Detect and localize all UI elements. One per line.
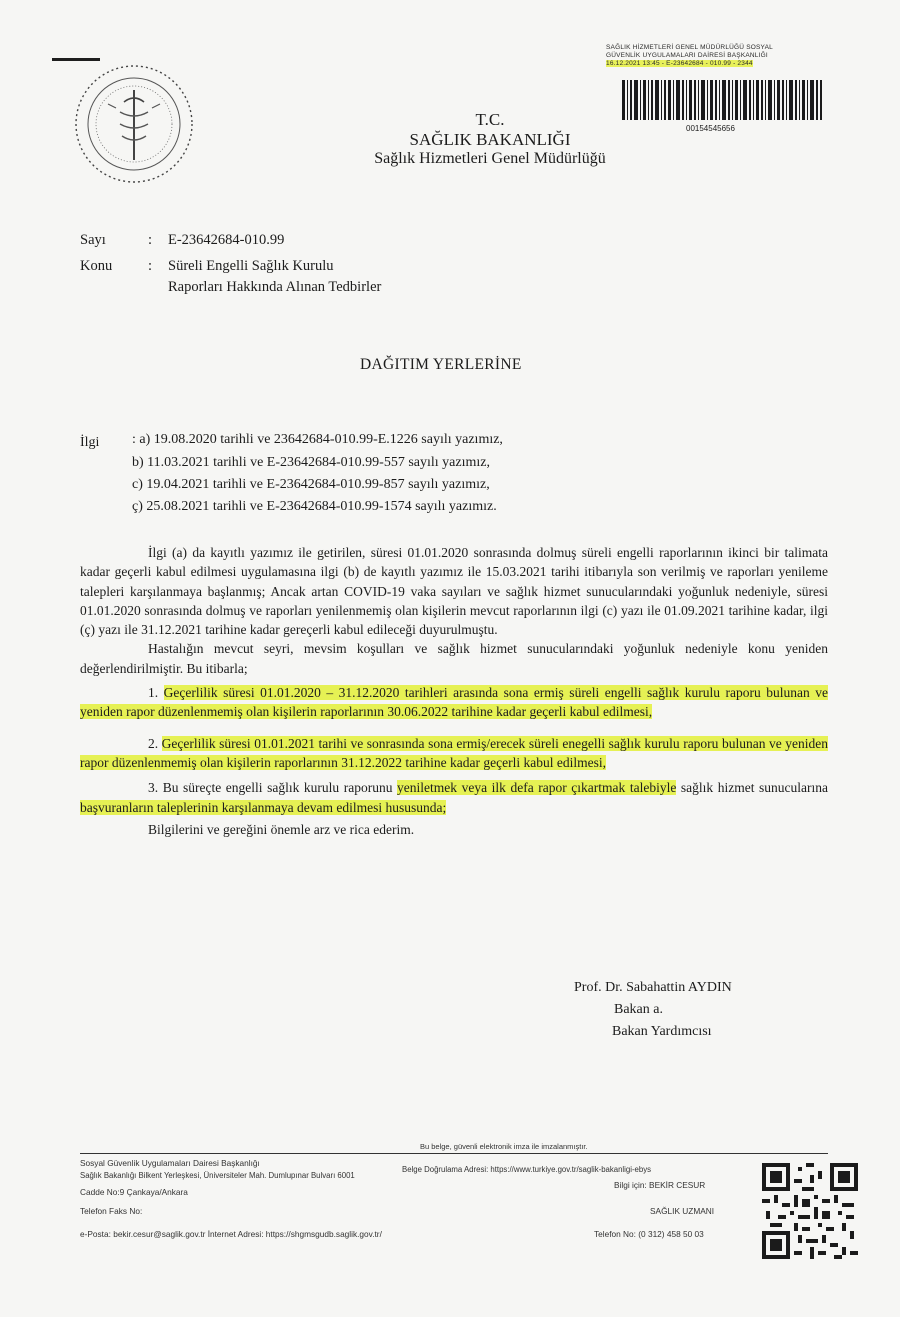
item-1-number: 1.	[148, 685, 159, 701]
barcode-number: 00154545656	[686, 124, 735, 133]
signatory-role-1: Bakan a.	[614, 1002, 663, 1017]
letter-body	[80, 543, 828, 839]
registry-stamp	[606, 44, 846, 69]
ilgi-item-c-cedilla: ç) 25.08.2021 tarihli ve E-23642684-010.99-1574 sayılı yazımız.	[132, 499, 497, 514]
footer-telefon-faks: Telefon Faks No:	[80, 1206, 143, 1216]
header-directorate: Sağlık Hizmetleri Genel Müdürlüğü	[374, 150, 606, 167]
header-tc: T.C.	[475, 110, 505, 129]
header-ministry: SAĞLIK BAKANLIĞI	[409, 130, 571, 149]
sayi-value: E-23642684-010.99	[168, 232, 285, 248]
footer-unit: Sosyal Güvenlik Uygulamaları Dairesi Başkanlığı	[80, 1158, 260, 1168]
item-3-part-a: 3. Bu süreçte engelli sağlık kurulu raporunu	[148, 780, 398, 796]
item-3	[80, 778, 828, 817]
footer-esign-notice: Bu belge, güvenli elektronik imza ile imzalanmıştır.	[420, 1142, 588, 1151]
item-1	[80, 683, 828, 722]
item-1-text: Geçerlilik süresi 01.01.2020 – 31.12.2020 tarihleri arasında sona ermiş süreli engelli sağlık kurulu raporu bulunan ve yeniden rapor düzenlenmemiş olan kişilerin raporlarının 30.06.2022 tarihine kadar geçerli kabul edilmesi,	[80, 685, 829, 720]
footer-divider	[80, 1153, 828, 1154]
ilgi-item-b: b) 11.03.2021 tarihli ve E-23642684-010.99-557 sayılı yazımız,	[132, 455, 490, 470]
konu-label: Konu	[80, 258, 113, 274]
sayi-colon: :	[148, 232, 153, 248]
footer-contact-phone: Telefon No: (0 312) 458 50 03	[594, 1229, 704, 1239]
item-3-part-b: yeniletmek veya ilk defa rapor çıkartmak talebiyle	[397, 780, 677, 796]
qr-code	[762, 1163, 858, 1259]
footer-contact-title: SAĞLIK UZMANI	[650, 1206, 715, 1216]
konu-line-1: Süreli Engelli Sağlık Kurulu	[168, 258, 334, 274]
konu-line-2: Raporları Hakkında Alınan Tedbirler	[168, 279, 382, 295]
item-2-number: 2.	[148, 735, 159, 751]
paragraph-1: İlgi (a) da kayıtlı yazımız ile getirilen, süresi 01.01.2020 sonrasında dolmuş süreli engelli raporlarının ikinci bir talimata kadar geçerli kabul edilmesi uygulamasına ilgi (b) de kayıtlı yazımız ile 15.03.2021 tarihi itibarıyla son verilmiş ve raporları yenileme talepleri karşılanmaya başlanmış; Ancak artan COVID-19 vaka sayıları ve sağlık hizmet sunucularındaki yoğunluk nedeniyle, süresi 01.01.2020 sonrasında dolmuş ve raporları yenilenmemiş olan kişilerin mevcut raporlarının ilgi (c) yazı ile 01.09.2021 tarihine kadar, ilgi (ç) yazı ile 31.12.2021 tarihine kadar gereçerli kabul edileceği duyurulmuştu.	[80, 545, 828, 638]
sayi-label: Sayı	[80, 232, 106, 248]
ilgi-item-a: : a) 19.08.2020 tarihli ve 23642684-010.99-E.1226 sayılı yazımız,	[132, 432, 503, 447]
footer-address: Sağlık Bakanlığı Bilkent Yerleşkesi, Üniversiteler Mah. Dumlupınar Bulvarı 6001	[80, 1171, 355, 1180]
stamp-line-1: SAĞLIK HİZMETLERİ GENEL MÜDÜRLÜĞÜ SOSYAL	[606, 44, 773, 51]
ministry-seal-logo	[72, 62, 196, 186]
pen-mark	[52, 58, 100, 61]
footer-cadde: Cadde No:9 Çankaya/Ankara	[80, 1187, 188, 1197]
paragraph-closing: Bilgilerini ve gereğini önemle arz ve rica ederim.	[148, 821, 415, 837]
stamp-line-3: 16.12.2021 13:45 - E-23642684 - 010.99 - 2344	[606, 60, 753, 68]
item-2	[80, 734, 828, 773]
footer-email-web: e-Posta: bekir.cesur@saglik.gov.tr İnternet Adresi: https://shgmsgudb.saglik.gov.tr/	[80, 1229, 382, 1239]
item-3-part-d: başvuranların taleplerinin karşılanmaya devam edilmesi hususunda;	[80, 799, 447, 815]
footer-verify-url: Belge Doğrulama Adresi: https://www.turkiye.gov.tr/saglik-bakanligi-ebys	[402, 1165, 652, 1174]
stamp-line-2: GÜVENLİK UYGULAMALARI DAİRESİ BAŞKANLIĞI	[606, 52, 768, 60]
item-3-part-c: sağlık hizmet sunucularına	[676, 780, 828, 796]
ilgi-item-c: c) 19.04.2021 tarihli ve E-23642684-010.99-857 sayılı yazımız,	[132, 477, 490, 492]
item-2-text: Geçerlilik süresi 01.01.2021 tarihi ve sonrasında sona ermiş/erecek süreli enegelli sağlık kurulu raporu bulunan ve yeniden rapor düzenlenmemiş olan kişilerin raporlarının 31.12.2022 tarihine kadar geçerli kabul edilmesi,	[80, 735, 829, 770]
paragraph-2: Hastalığın mevcut seyri, mevsim koşulları ve sağlık hizmet sunucularındaki yoğunluk nedeniyle konu yeniden değerlendirilmiştir. Bu itibarla;	[80, 641, 828, 676]
ilgi-label: İlgi	[80, 435, 100, 450]
konu-colon: :	[148, 258, 153, 274]
signatory-role-2: Bakan Yardımcısı	[612, 1024, 712, 1039]
footer-contact-name: Bilgi için: BEKİR CESUR	[614, 1180, 706, 1190]
barcode	[622, 80, 822, 120]
recipient-heading: DAĞITIM YERLERİNE	[360, 356, 522, 373]
signatory-name: Prof. Dr. Sabahattin AYDIN	[574, 980, 732, 995]
